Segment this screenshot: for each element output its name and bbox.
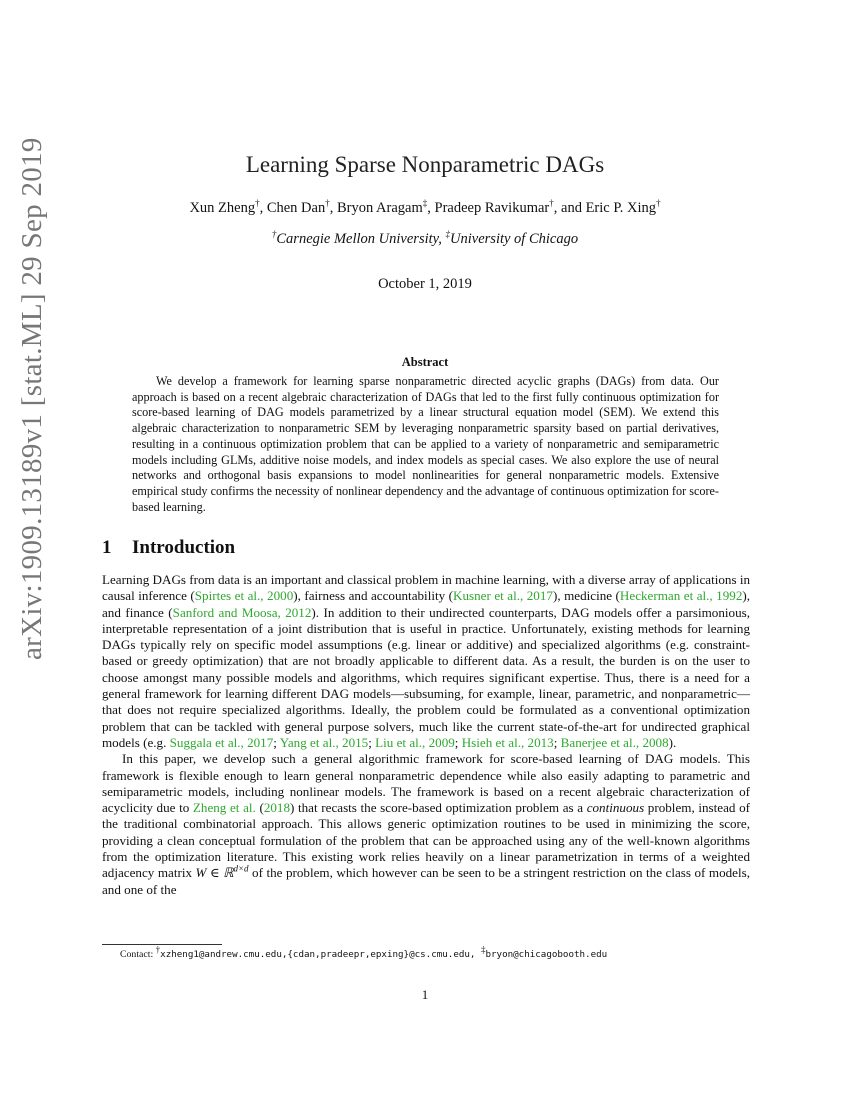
affiliation-name: Carnegie Mellon University — [276, 231, 439, 247]
footnote: Contact: †xzheng1@andrew.cmu.edu,{cdan,pradeepr,epxing}@cs.cmu.edu, ‡bryon@chicagobooth.edu — [120, 944, 608, 960]
affiliation-mark: † — [656, 198, 661, 209]
citation-link[interactable]: Heckerman et al., 1992 — [619, 588, 743, 604]
emphasis: continuous — [586, 800, 645, 816]
citation-link[interactable]: Suggala et al., 2017 — [169, 734, 274, 750]
footnote-divider — [102, 944, 222, 945]
arxiv-identifier: arXiv:1909.13189v1 [stat.ML] 29 Sep 2019 — [16, 137, 48, 660]
paragraph: In this paper, we develop such a general algorithmic framework for score-based learning of DAG models. This framework is flexible enough to learn general nonparametric dependence while also easily adapting to parametric and semiparametric models, including nonlinear models. The framework is based on a recent algebraic characterization of acyclicity due to Zheng et al. (2018) that recasts the score-based optimization problem as a continuous problem, instead of the traditional combinatorial approach. This allows generic optimization routines to be used in minimizing the score, providing a clean conceptual formulation of the problem that can be approached using any of the well-known algorithms from the optimization literature. This existing work relies heavily on a linear parametrization in terms of a weighted adjacency matrix W ∈ ℝ$^{d\times d}$ of the problem, which however can be seen to be a stringent restriction on the class of models, and one of the — [102, 751, 750, 897]
affiliation-mark: † — [325, 198, 330, 209]
math-expression: W ∈ ℝ — [195, 865, 234, 881]
author-name: Pradeep Ravikumar — [434, 200, 550, 216]
citation-link[interactable]: 2018 — [263, 800, 290, 816]
citation-link[interactable]: Liu et al., 2009 — [375, 734, 455, 750]
citation-link[interactable]: Zheng et al. — [192, 800, 256, 816]
contact-emails: xzheng1@andrew.cmu.edu,{cdan,pradeepr,epxing}@cs.cmu.edu, — [160, 949, 481, 960]
math-superscript: d×d — [233, 863, 249, 874]
abstract-heading: Abstract — [401, 355, 449, 369]
author-list: Xun Zheng†, Chen Dan†, Bryon Aragam‡, Pradeep Ravikumar†, and Eric P. Xing† — [189, 198, 661, 216]
affiliations: †Carnegie Mellon University, ‡University of Chicago — [271, 229, 579, 247]
citation-link[interactable]: Banerjee et al., 2008 — [560, 734, 669, 750]
section-heading — [102, 537, 235, 559]
affiliation-mark: † — [271, 229, 277, 240]
citation-link[interactable]: Kusner et al., 2017 — [453, 588, 553, 604]
affiliation-mark: † — [549, 198, 554, 209]
section-title: Introduction — [132, 537, 236, 558]
citation-link[interactable]: Hsieh et al., 2013 — [461, 734, 554, 750]
abstract-body — [132, 374, 719, 515]
introduction-body — [102, 572, 750, 898]
affiliation-name: University of Chicago — [450, 231, 579, 247]
paper-title: Learning Sparse Nonparametric DAGs — [245, 152, 605, 177]
author-name: Eric P. Xing — [585, 200, 657, 216]
citation-link[interactable]: Sanford and Moosa, 2012 — [172, 604, 312, 620]
section-number: 1 — [102, 537, 112, 558]
page-number: 1 — [421, 987, 429, 1002]
affiliation-mark: ‡ — [445, 229, 451, 240]
author-name: Bryon Aragam — [336, 200, 423, 216]
affiliation-mark: † — [255, 198, 260, 209]
author-name: Xun Zheng — [189, 200, 256, 216]
citation-link[interactable]: Yang et al., 2015 — [279, 734, 369, 750]
citation-link[interactable]: Spirtes et al., 2000 — [194, 588, 294, 604]
abstract-text: We develop a framework for learning sparse nonparametric directed acyclic graphs (DAGs) from data. Our approach is based on a recent algebraic characterization of DAGs that led to the first fully continuous optimization for score-based learning of DAG models parametrized by a linear structural equation model (SEM). We extend this algebraic characterization to nonparametric SEM by leveraging nonparametric sparsity based on partial derivatives, resulting in a continuous optimization problem that can be applied to a variety of nonparametric and semiparametric models including GLMs, additive noise models, and index models as special cases. We also explore the use of neural networks and orthogonal basis expansions to model nonlinearities for general nonparametric models. Extensive empirical study confirms the necessity of nonlinear dependency and the advantage of continuous optimization for score-based learning. — [132, 374, 719, 514]
paper-date: October 1, 2019 — [378, 276, 472, 292]
paragraph: Learning DAGs from data is an important and classical problem in machine learning, with a diverse array of applications in causal inference (Spirtes et al., 2000), fairness and accountability (Kusner et al., 2017), medicine (Heckerman et al., 1992), and finance (Sanford and Moosa, 2012). In addition to their undirected counterparts, DAG models offer a parsimonious, interpretable representation of a joint distribution that is useful in practice. Unfortunately, existing methods for learning DAGs typically rely on specific model assumptions (e.g. linear or additive) and specialized algorithms (e.g. constraint-based or greedy optimization) that are not broadly applicable to different data. As a result, the burden is on the user to choose amongst many possible models and algorithms, which requires significant expertise. Thus, there is a need for a general framework for learning different DAG models—subsuming, for example, linear, parametric, and nonparametric—that does not require specialized algorithms. Ideally, the problem could be formulated as a conventional optimization problem that can be tackled with general purpose solvers, much like the current state-of-the-art for undirected graphical models (e.g. Suggala et al., 2017; Yang et al., 2015; Liu et al., 2009; Hsieh et al., 2013; Banerjee et al., 2008). — [102, 572, 751, 750]
author-name: Chen Dan — [266, 200, 326, 216]
contact-email: bryon@chicagobooth.edu — [485, 949, 608, 960]
affiliation-mark: ‡ — [422, 198, 428, 209]
